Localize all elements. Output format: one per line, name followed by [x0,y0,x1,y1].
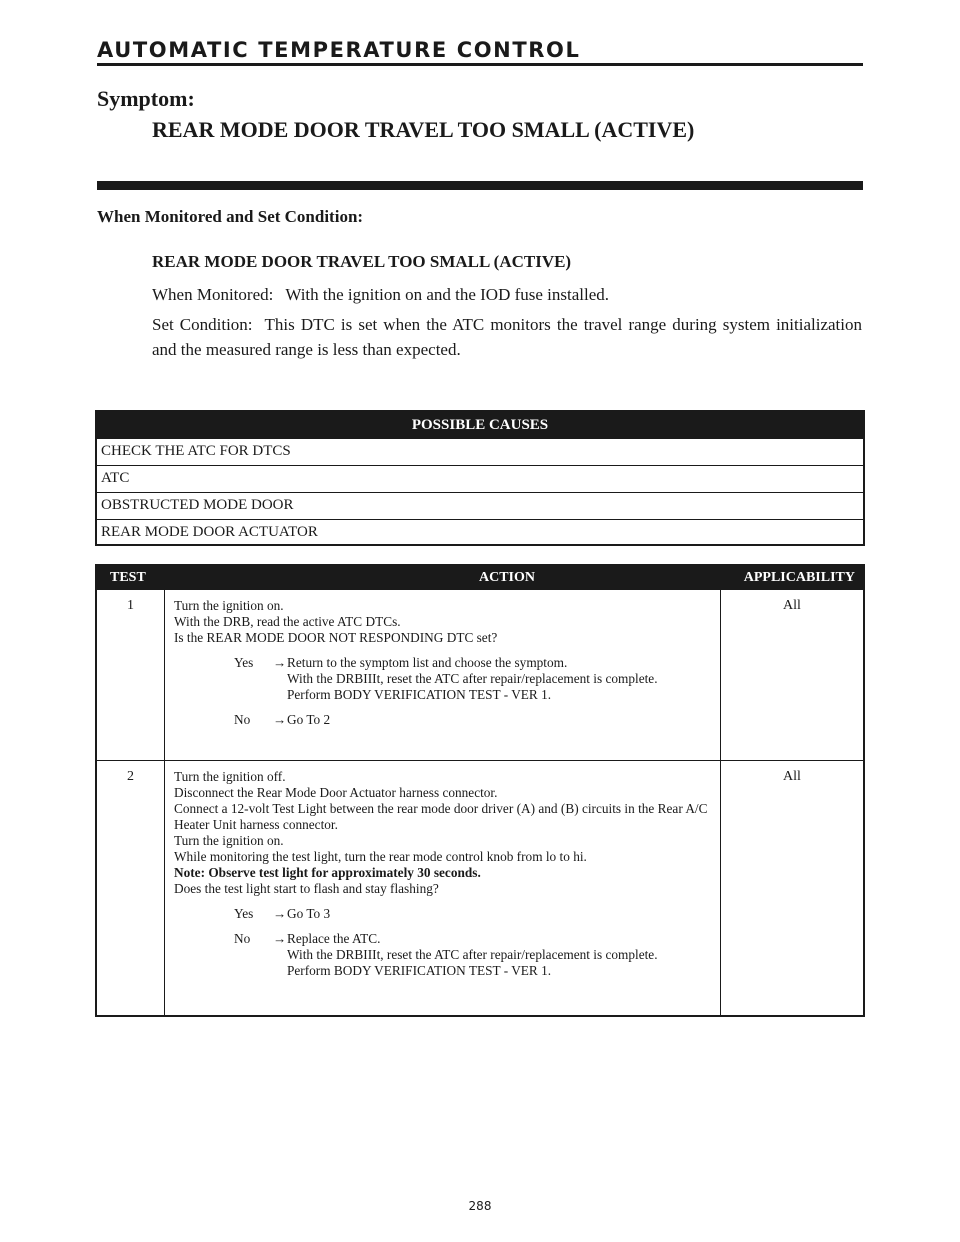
test-row-1 [97,590,863,760]
cause-item: OBSTRUCTED MODE DOOR [97,492,863,519]
symptom-title: REAR MODE DOOR TRAVEL TOO SMALL (ACTIVE) [152,117,695,142]
test-table [95,564,865,1017]
yes-answer [174,655,718,703]
step: Turn the ignition off. [174,769,286,784]
answer-line: Replace the ATC. [287,931,381,946]
cause-item: REAR MODE DOOR ACTUATOR [97,519,863,546]
cause-item: ATC [97,465,863,492]
cause-item: CHECK THE ATC FOR DTCS [97,438,863,465]
test-number: 1 [127,598,134,613]
symptom-label: Symptom: [97,86,195,111]
no-answer [174,931,718,979]
step-note: Note: Observe test light for approximately 30 seconds. [174,865,481,880]
set-condition-line [152,312,862,362]
set-condition-label: Set Condition: [152,315,253,334]
answer-line: Perform BODY VERIFICATION TEST - VER 1. [287,687,552,702]
step: While monitoring the test light, turn the rear mode control knob from lo to hi. [174,849,587,864]
set-condition-text: This DTC is set when the ATC monitors the travel range during system initialization and the measured range is less than expected. [152,315,862,359]
arrow-icon: → [273,931,287,946]
answer-line: With the DRBIIIt, reset the ATC after repair/replacement is complete. [287,947,658,962]
step: Turn the ignition on. [174,833,284,848]
possible-causes-header: POSSIBLE CAUSES [97,412,863,438]
answer-line: With the DRBIIIt, reset the ATC after repair/replacement is complete. [287,671,658,686]
header-action: ACTION [479,570,536,585]
possible-causes-table [95,410,865,546]
when-monitored-title: REAR MODE DOOR TRAVEL TOO SMALL (ACTIVE) [152,252,572,271]
no-answer [174,712,718,728]
arrow-icon: → [273,655,287,670]
yes-label: Yes [234,655,254,670]
step: Disconnect the Rear Mode Door Actuator harness connector. [174,785,498,800]
step: Turn the ignition on. [174,598,284,613]
answer-line: Go To 2 [287,712,331,727]
answer-line: Return to the symptom list and choose the symptom. [287,655,568,670]
yes-label: Yes [234,906,254,921]
monitored-line [152,282,609,307]
section-divider [97,181,863,190]
no-label: No [234,712,251,727]
header-test: TEST [110,570,146,585]
no-label: No [234,931,251,946]
test-applicability: All [783,598,801,613]
monitored-text: With the ignition on and the IOD fuse installed. [285,285,610,304]
step: Is the REAR MODE DOOR NOT RESPONDING DTC set? [174,630,498,645]
test-row-2 [97,760,863,1016]
test-action [174,598,718,728]
page-number: 288 [468,1199,492,1213]
page-header: AUTOMATIC TEMPERATURE CONTROL [97,38,863,66]
yes-answer [174,906,718,922]
step: With the DRB, read the active ATC DTCs. [174,614,401,629]
step: Connect a 12-volt Test Light between the rear mode door driver (A) and (B) circuits in the Rear A/C Heater Unit harness connector. [174,801,708,832]
when-monitored-heading: When Monitored and Set Condition: [97,207,364,226]
arrow-icon: → [273,906,287,921]
header-applicability: APPLICABILITY [743,570,855,585]
monitored-label: When Monitored: [152,285,274,304]
test-table-header [97,566,863,590]
answer-line: Perform BODY VERIFICATION TEST - VER 1. [287,963,552,978]
test-number: 2 [127,769,134,784]
test-applicability: All [783,769,801,784]
answer-line: Go To 3 [287,906,331,921]
step-question: Does the test light start to flash and stay flashing? [174,881,439,896]
arrow-icon: → [273,712,287,727]
test-action [174,769,718,979]
